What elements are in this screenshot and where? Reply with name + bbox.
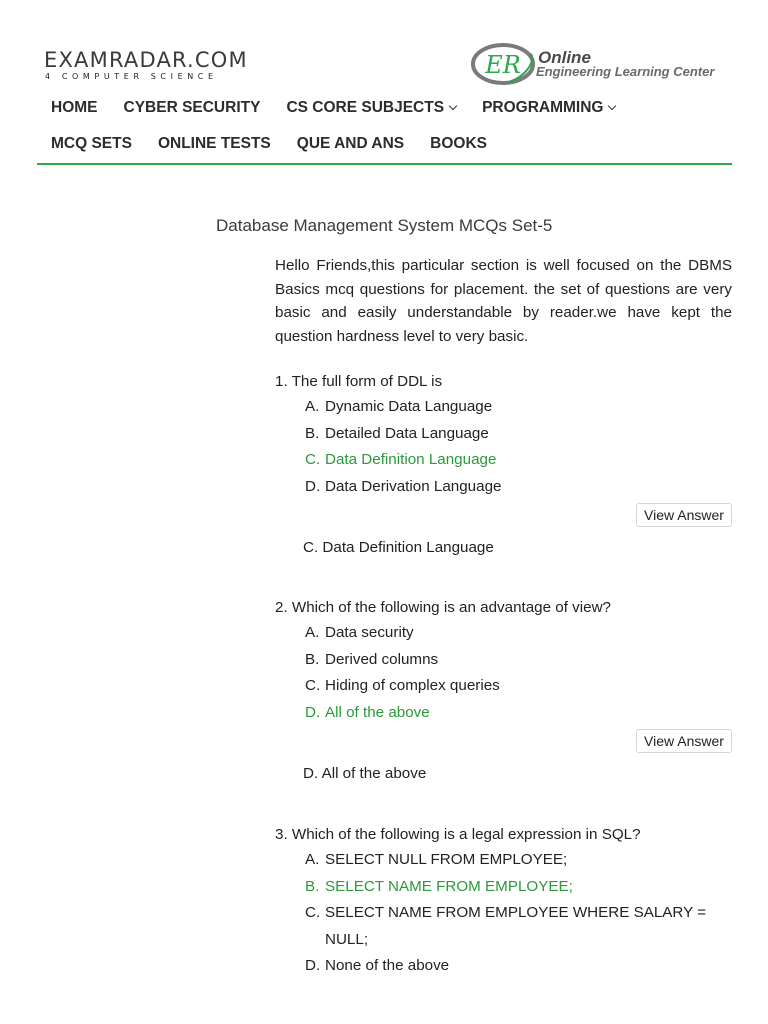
option-a[interactable] xyxy=(275,394,735,421)
brand-tagline: 4 COMPUTER SCIENCE xyxy=(45,72,218,81)
question-3 xyxy=(275,823,735,980)
option-letter: C. xyxy=(305,904,321,921)
partner-line2: Engineering Learning Center xyxy=(536,64,715,79)
question-text: 3. Which of the following is a legal expression in SQL? xyxy=(275,826,641,843)
nav-books-label: BOOKS xyxy=(430,135,487,152)
question-1 xyxy=(275,370,735,500)
option-text: All of the above xyxy=(325,703,430,721)
option-b-correct[interactable] xyxy=(275,874,735,901)
nav-que-and-ans-label: QUE AND ANS xyxy=(296,135,405,152)
option-letter: B. xyxy=(305,424,320,442)
option-text: SELECT NULL FROM EMPLOYEE; xyxy=(325,851,568,868)
option-letter: D. xyxy=(305,957,321,974)
option-letter: C. xyxy=(305,677,321,694)
nav-divider xyxy=(37,163,732,165)
chevron-down-icon xyxy=(608,102,616,110)
nav-home[interactable] xyxy=(38,99,111,117)
option-letter: B. xyxy=(305,650,320,668)
nav-cyber-security[interactable] xyxy=(111,99,274,117)
answer-2: D. All of the above xyxy=(303,765,427,782)
option-letter: B. xyxy=(305,877,320,895)
main-nav-row-1 xyxy=(38,93,628,123)
intro-paragraph: Hello Friends,this particular section is well focused on the DBMS Basics mcq questions for placement. the set of questions are very basic and easily understandable by reader.we have kept the question hardness level to very basic. xyxy=(275,257,732,345)
option-c[interactable] xyxy=(275,673,735,700)
nav-cs-core-subjects-label: CS CORE SUBJECTS xyxy=(286,99,445,116)
option-d[interactable] xyxy=(275,953,735,980)
option-text: Data Derivation Language xyxy=(325,477,502,495)
option-text: SELECT NAME FROM EMPLOYEE WHERE SALARY = NULL; xyxy=(325,904,707,948)
main-nav-row-2 xyxy=(38,129,500,159)
option-text: Data Definition Language xyxy=(325,451,497,468)
nav-cyber-security-label: CYBER SECURITY xyxy=(123,99,261,116)
site-logo[interactable] xyxy=(44,48,248,82)
question-text: 1. The full form of DDL is xyxy=(275,373,443,390)
option-text: Detailed Data Language xyxy=(325,424,489,442)
partner-logo[interactable] xyxy=(470,40,730,88)
nav-programming-label: PROGRAMMING xyxy=(482,99,604,116)
option-text: Hiding of complex queries xyxy=(325,677,500,694)
option-b[interactable] xyxy=(275,421,735,448)
option-text: SELECT NAME FROM EMPLOYEE; xyxy=(325,877,573,895)
nav-home-label: HOME xyxy=(51,99,98,116)
nav-cs-core-subjects[interactable] xyxy=(273,99,469,117)
option-c-correct[interactable] xyxy=(275,447,735,474)
nav-programming[interactable] xyxy=(469,99,628,117)
nav-books[interactable] xyxy=(417,135,500,153)
page-title: Database Management System MCQs Set-5 xyxy=(216,216,553,235)
intro-section xyxy=(275,254,732,348)
option-letter: A. xyxy=(305,398,320,415)
option-letter: A. xyxy=(305,624,320,641)
option-letter: C. xyxy=(305,451,321,468)
option-letter: D. xyxy=(305,477,321,495)
view-answer-button-1[interactable]: View Answer xyxy=(636,503,732,527)
nav-mcq-sets-label: MCQ SETS xyxy=(51,135,132,152)
option-text: None of the above xyxy=(325,957,450,974)
option-letter: A. xyxy=(305,851,320,868)
question-2 xyxy=(275,596,735,726)
chevron-down-icon xyxy=(449,102,457,110)
nav-que-and-ans[interactable] xyxy=(284,135,417,153)
brand-name: EXAMRADAR.COM xyxy=(44,48,248,72)
answer-1: C. Data Definition Language xyxy=(303,539,494,556)
question-text: 2. Which of the following is an advantage of view? xyxy=(275,599,612,616)
option-d[interactable] xyxy=(275,474,735,501)
option-text: Dynamic Data Language xyxy=(325,398,493,415)
option-a[interactable] xyxy=(275,620,735,647)
nav-mcq-sets[interactable] xyxy=(38,135,145,153)
partner-line1: Online xyxy=(538,48,591,67)
nav-online-tests[interactable] xyxy=(145,135,284,153)
option-text: Derived columns xyxy=(325,650,439,668)
option-b[interactable] xyxy=(275,647,735,674)
nav-online-tests-label: ONLINE TESTS xyxy=(157,135,271,152)
er-logo-icon xyxy=(470,40,536,88)
er-mark-text: ER xyxy=(485,51,521,79)
view-answer-button-2[interactable]: View Answer xyxy=(636,729,732,753)
option-letter: D. xyxy=(305,703,321,721)
site-header xyxy=(0,0,768,170)
option-text: Data security xyxy=(325,624,414,641)
option-c[interactable] xyxy=(275,900,735,953)
option-a[interactable] xyxy=(275,847,735,874)
option-d-correct[interactable] xyxy=(275,700,735,727)
